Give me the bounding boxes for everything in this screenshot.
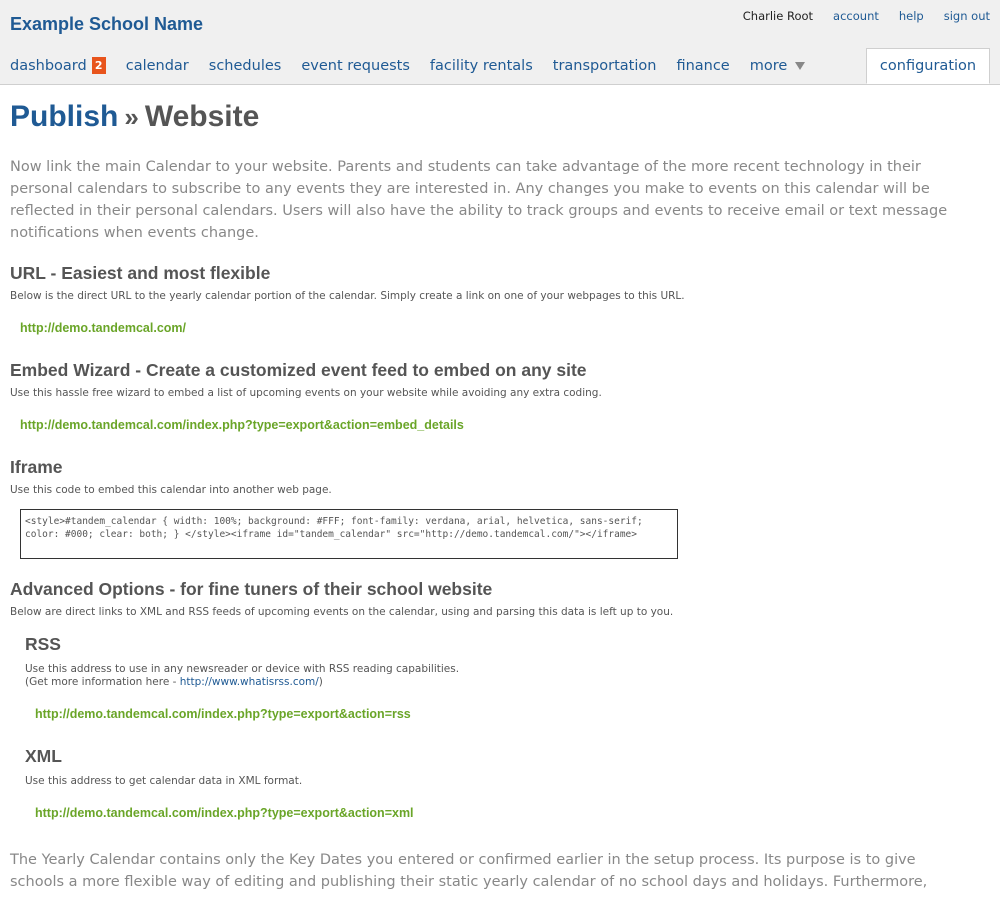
title-separator: » (124, 102, 139, 132)
nav-transportation[interactable]: transportation (552, 57, 657, 74)
rss-description: Use this address to use in any newsreader or device with RSS reading capabilities. (25, 663, 460, 675)
nav-event-requests[interactable]: event requests (301, 57, 410, 74)
account-link[interactable]: account (833, 9, 879, 23)
advanced-section (10, 579, 950, 821)
xml-feed-link[interactable]: http://demo.tandemcal.com/index.php?type=export&action=xml (35, 806, 414, 820)
nav-dashboard-label: dashboard (10, 57, 87, 74)
nav-calendar[interactable]: calendar (125, 57, 189, 74)
intro-paragraph: Now link the main Calendar to your website. Parents and students can take advantage of the more recent technology in their personal calendars to subscribe to any events they are interested in. Any changes you make to events on this calendar will be reflected in their personal calendars. Users will also have the ability to track groups and events to receive email or text message notifications when events change. (10, 159, 948, 241)
top-header (0, 0, 1000, 85)
outro-paragraph: The Yearly Calendar contains only the Key Dates you entered or confirmed earlier in the setup process. Its purpose is to give schools a more flexible way of editing and publishing their static yearly calendar of no school days and holidays. Furthermore, (10, 852, 928, 890)
page-title (10, 96, 950, 138)
nav-finance[interactable]: finance (676, 57, 730, 74)
embed-wizard-link[interactable]: http://demo.tandemcal.com/index.php?type=export&action=embed_details (20, 418, 464, 432)
embed-section (10, 360, 950, 433)
sign-out-link[interactable]: sign out (943, 9, 990, 23)
whatisrss-link[interactable]: http://www.whatisrss.com/ (179, 676, 319, 688)
advanced-heading: Advanced Options - for fine tuners of their school website (10, 579, 493, 599)
nav-schedules[interactable]: schedules (208, 57, 282, 74)
xml-section (25, 746, 950, 821)
title-publish: Publish (10, 100, 119, 133)
title-website: Website (144, 100, 260, 133)
rss-more-info-prefix: (Get more information here - (25, 676, 180, 688)
url-heading: URL - Easiest and most flexible (10, 263, 271, 283)
iframe-heading: Iframe (10, 457, 63, 477)
url-section (10, 263, 950, 336)
embed-heading: Embed Wizard - Create a customized event feed to embed on any site (10, 360, 587, 380)
help-link[interactable]: help (898, 9, 924, 23)
iframe-code-box[interactable]: <style>#tandem_calendar { width: 100%; background: #FFF; font-family: verdana, arial, helvetica, sans-serif; color: #000; clear: both; } </style><iframe id="tandem_calendar" src="http://demo.tandemcal.com/"></iframe> (20, 509, 678, 559)
nav-more[interactable] (750, 58, 806, 74)
chevron-down-icon (795, 62, 805, 70)
nav-dashboard[interactable] (10, 57, 106, 74)
nav-more-label: more (749, 57, 788, 74)
embed-description: Use this hassle free wizard to embed a list of upcoming events on your website while avoiding any extra coding. (10, 387, 602, 399)
advanced-description: Below are direct links to XML and RSS feeds of upcoming events on the calendar, using and parsing this data is left up to you. (10, 606, 674, 618)
main-content (10, 96, 950, 893)
rss-more-info (25, 676, 950, 688)
xml-heading: XML (25, 746, 62, 766)
dashboard-badge: 2 (92, 57, 106, 74)
user-name: Charlie Root (742, 9, 814, 23)
rss-section (25, 634, 950, 722)
calendar-url-link[interactable]: http://demo.tandemcal.com/ (20, 321, 186, 335)
tab-configuration[interactable]: configuration (866, 48, 990, 84)
rss-more-info-suffix: ) (318, 676, 323, 688)
school-name[interactable]: Example School Name (10, 14, 204, 34)
rss-heading: RSS (25, 634, 61, 654)
iframe-description: Use this code to embed this calendar into another web page. (10, 484, 332, 496)
xml-description: Use this address to get calendar data in XML format. (25, 775, 303, 787)
main-nav (10, 57, 825, 74)
rss-feed-link[interactable]: http://demo.tandemcal.com/index.php?type=export&action=rss (35, 707, 411, 721)
nav-facility-rentals[interactable]: facility rentals (429, 57, 533, 74)
iframe-section (10, 457, 950, 559)
user-links (723, 9, 990, 23)
url-description: Below is the direct URL to the yearly calendar portion of the calendar. Simply create a link on one of your webpages to this URL. (10, 290, 685, 302)
